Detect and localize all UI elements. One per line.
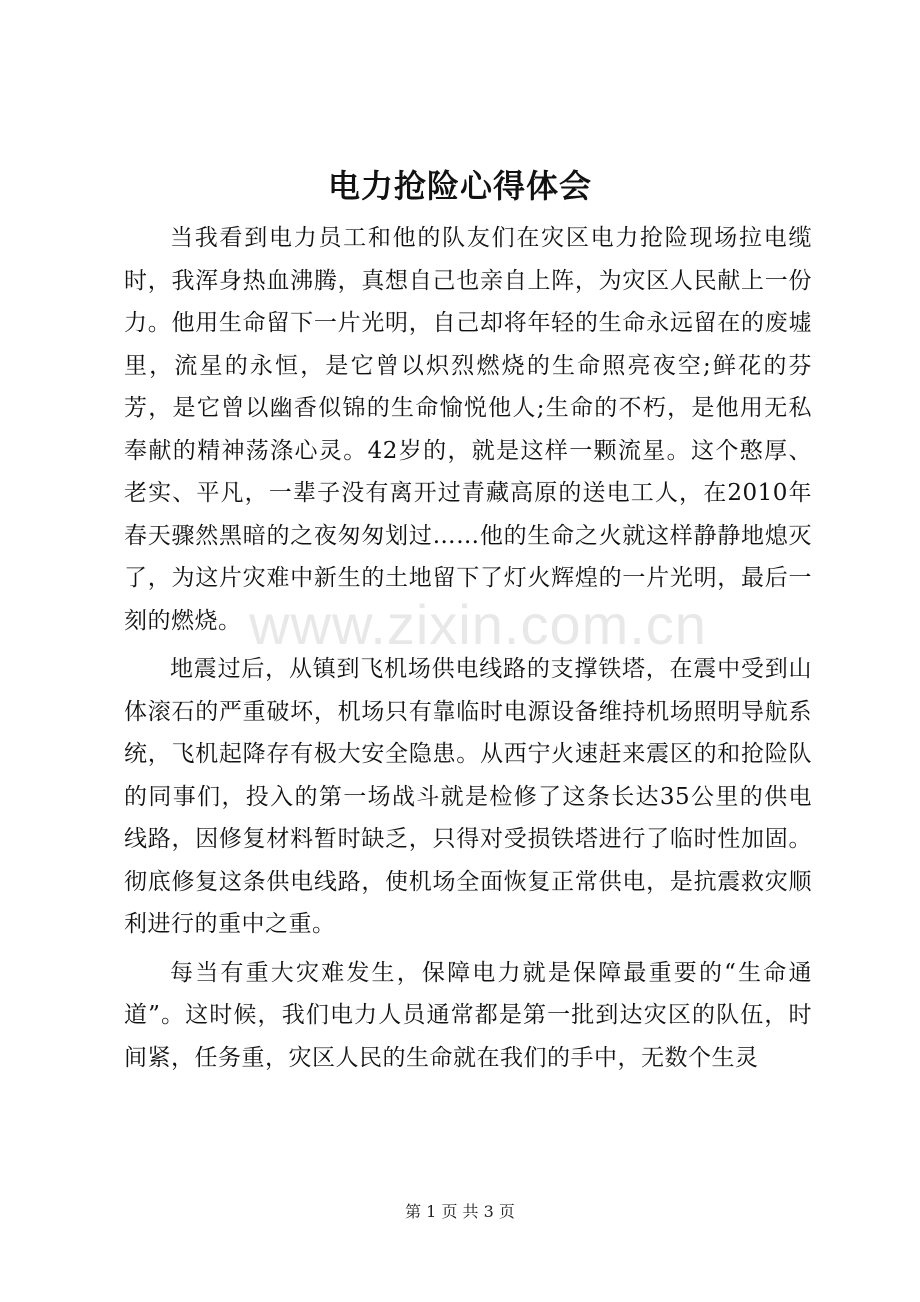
document-body xyxy=(124,217,812,1079)
page-footer: 第 1 页 共 3 页 xyxy=(405,1202,515,1221)
paragraph-3: 每当有重大灾难发生，保障电力就是保障最重要的“生命通道”。这时候，我们电力人员通常都是第一批到达灾区的队伍，时间紧，任务重，灾区人民的生命就在我们的手中，无数个生灵 xyxy=(124,959,812,1071)
watermark: www.zixin.com.cn xyxy=(249,593,707,656)
paragraph-1: 当我看到电力员工和他的队友们在灾区电力抢险现场拉电缆时，我浑身热血沸腾，真想自己也亲自上阵，为灾区人民献上一份力。他用生命留下一片光明，自己却将年轻的生命永远留在的废墟里，流星的永恒，是它曾以炽烈燃烧的生命照亮夜空;鲜花的芬芳，是它曾以幽香似锦的生命愉悦他人;生命的不朽，是他用无私奉献的精神荡涤心灵。42岁的，就是这样一颗流星。这个憨厚、老实、平凡，一辈子没有离开过青藏高原的送电工人，在2010年春天骤然黑暗的之夜匆匆划过……他的生命之火就这样静静地熄灭了，为这片灾难中新生的土地留下了灯火辉煌的一片光明，最后一刻的燃烧。 xyxy=(124,225,812,634)
paragraph-2: 地震过后，从镇到飞机场供电线路的支撑铁塔，在震中受到山体滚石的严重破坏，机场只有靠临时电源设备维持机场照明导航系统，飞机起降存有极大安全隐患。从西宁火速赶来震区的和抢险队的同事们，投入的第一场战斗就是检修了这条长达35公里的供电线路，因修复材料暂时缺乏，只得对受损铁塔进行了临时性加固。彻底修复这条供电线路，使机场全面恢复正常供电，是抗震救灾顺利进行的重中之重。 xyxy=(124,656,812,937)
page-title: 电力抢险心得体会 xyxy=(327,167,592,205)
